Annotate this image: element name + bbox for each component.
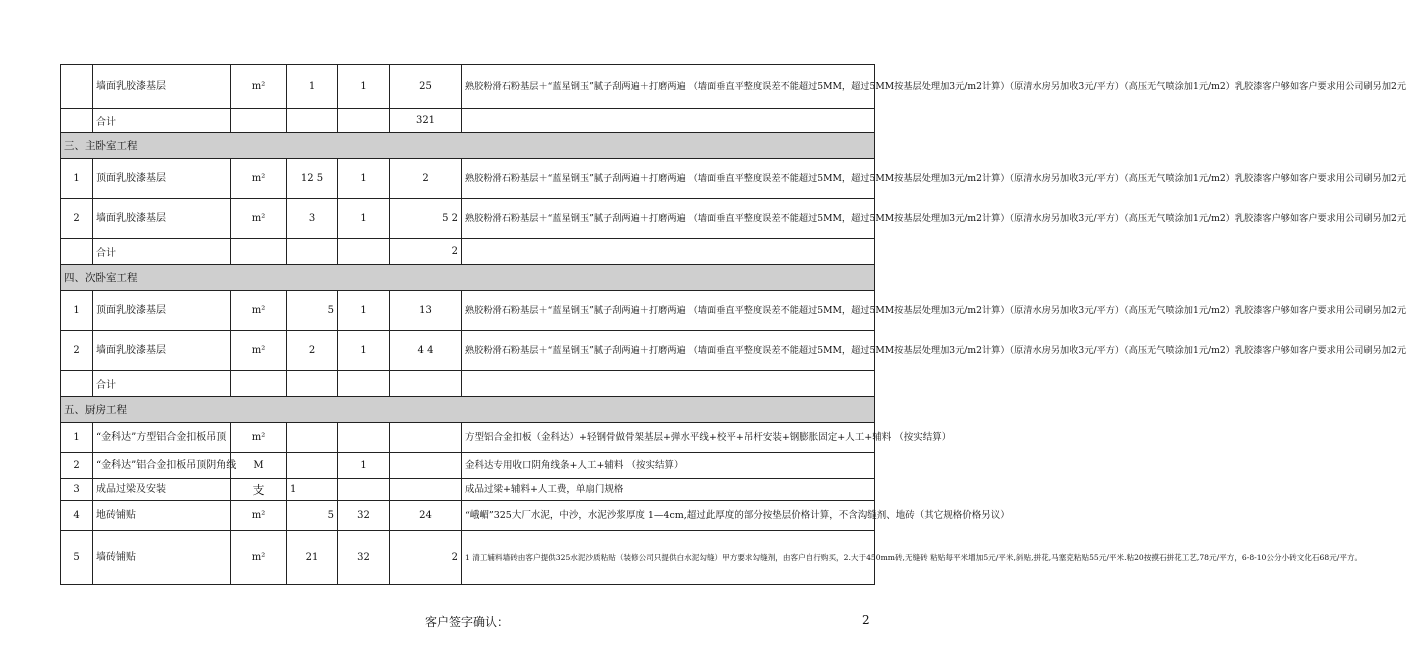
row-price: 1	[338, 65, 390, 109]
row-num: 2	[61, 453, 93, 479]
row-num: 5	[61, 531, 93, 585]
row-name: “金科达”方型铝合金扣板吊顶	[93, 423, 231, 453]
row-desc: “峨嵋”325大厂水泥，中沙，水泥沙浆厚度 1—4cm,超过此厚度的部分按垫层价格计算，不含沟缝剂、地砖（其它规格价格另议）	[462, 501, 875, 531]
row-total: 24	[390, 501, 462, 531]
table-row	[61, 159, 875, 199]
row-desc: 熟胶粉滑石粉基层＋“蓝星钢玉”腻子刮两遍＋打磨两遍 （墙面垂直平整度误差不能超过5MM，超过5MM按基层处理加3元/m2计算）（原清水房另加收3元/平方）（高压无气喷涂加1元/m2）乳胶漆客户够如客户要求用公司刷另加2元	[462, 331, 875, 371]
table-row	[61, 199, 875, 239]
row-qty	[287, 423, 338, 453]
row-total: 25	[390, 65, 462, 109]
row-price: 32	[338, 501, 390, 531]
row-desc: 熟胶粉滑石粉基层＋“蓝星钢玉”腻子刮两遍＋打磨两遍 （墙面垂直平整度误差不能超过5MM，超过5MM按基层处理加3元/m2计算）（原清水房另加收3元/平方）（高压无气喷涂加1元/m2）乳胶漆客户够如客户要求用公司刷另加2元	[462, 199, 875, 239]
row-num: 1	[61, 423, 93, 453]
row-total	[390, 479, 462, 501]
row-num: 1	[61, 291, 93, 331]
section-header	[61, 265, 875, 291]
row-name: “金科达”铝合金扣板吊顶阴角线	[93, 453, 231, 479]
row-name: 墙面乳胶漆基层	[93, 331, 231, 371]
section-title: 三、主卧室工程	[61, 133, 875, 159]
row-name: 顶面乳胶漆基层	[93, 159, 231, 199]
page-number: 2	[862, 613, 870, 627]
row-price: 1	[338, 199, 390, 239]
subtotal-label: 合计	[93, 239, 231, 265]
row-unit: M	[231, 453, 287, 479]
row-unit: m²	[231, 159, 287, 199]
row-num: 4	[61, 501, 93, 531]
row-qty: 1	[287, 65, 338, 109]
subtotal-row	[61, 239, 875, 265]
subtotal-row	[61, 371, 875, 397]
row-num: 2	[61, 199, 93, 239]
table-row	[61, 65, 875, 109]
row-total: 2	[390, 159, 462, 199]
row-total: 5 2	[390, 199, 462, 239]
table-row	[61, 423, 875, 453]
row-unit: m²	[231, 291, 287, 331]
table-row	[61, 501, 875, 531]
table-row	[61, 331, 875, 371]
row-unit: 支	[231, 479, 287, 501]
row-unit: m²	[231, 423, 287, 453]
row-desc: 熟胶粉滑石粉基层＋“蓝星钢玉”腻子刮两遍＋打磨两遍 （墙面垂直平整度误差不能超过5MM，超过5MM按基层处理加3元/m2计算）（原清水房另加收3元/平方）（高压无气喷涂加1元/m2）乳胶漆客户够如客户要求用公司刷另加2元	[462, 65, 875, 109]
subtotal-label: 合计	[93, 109, 231, 133]
row-price: 1	[338, 453, 390, 479]
row-name: 墙砖铺贴	[93, 531, 231, 585]
row-qty: 5	[287, 501, 338, 531]
row-name: 地砖铺贴	[93, 501, 231, 531]
row-num: 2	[61, 331, 93, 371]
section-title: 四、次卧室工程	[61, 265, 875, 291]
row-total	[390, 453, 462, 479]
section-header	[61, 397, 875, 423]
row-name: 墙面乳胶漆基层	[93, 65, 231, 109]
row-qty: 1	[287, 479, 338, 501]
row-num: 3	[61, 479, 93, 501]
row-desc: 金科达专用收口阴角线条+人工+辅料 （按实结算）	[462, 453, 875, 479]
row-price: 1	[338, 331, 390, 371]
row-total	[390, 423, 462, 453]
row-num: 1	[61, 159, 93, 199]
row-price: 1	[338, 291, 390, 331]
row-name: 成品过梁及安装	[93, 479, 231, 501]
row-unit: m²	[231, 531, 287, 585]
subtotal-label: 合计	[93, 371, 231, 397]
subtotal-value: 2	[390, 239, 462, 265]
row-qty: 2	[287, 331, 338, 371]
row-desc: 成品过梁+辅料+人工费，单扇门规格	[462, 479, 875, 501]
table-row	[61, 479, 875, 501]
subtotal-value	[390, 371, 462, 397]
subtotal-value: 321	[390, 109, 462, 133]
row-total: 13	[390, 291, 462, 331]
row-qty	[287, 453, 338, 479]
row-desc: 1 清工辅料墙砖由客户提供325水泥沙质粘贴（装修公司只提供白水泥勾缝）甲方要求勾缝剂，由客户自行购买，2.大于450mm砖,无缝砖 粘贴每平米增加5元/平米,斜贴,拼花,马塞克粘贴55元/平米.粘20按摸石拼花工艺,78元/平方，6-8-10公分小砖文化石68元/平方。	[462, 531, 875, 585]
row-unit: m²	[231, 331, 287, 371]
row-desc: 熟胶粉滑石粉基层＋“蓝星钢玉”腻子刮两遍＋打磨两遍 （墙面垂直平整度误差不能超过5MM，超过5MM按基层处理加3元/m2计算）（原清水房另加收3元/平方）（高压无气喷涂加1元/m2）乳胶漆客户够如客户要求用公司刷另加2元	[462, 159, 875, 199]
section-title: 五、厨房工程	[61, 397, 875, 423]
table-row	[61, 453, 875, 479]
row-total: 2	[390, 531, 462, 585]
row-unit: m²	[231, 65, 287, 109]
row-qty: 5	[287, 291, 338, 331]
row-total: 4 4	[390, 331, 462, 371]
row-price	[338, 479, 390, 501]
row-qty: 3	[287, 199, 338, 239]
quote-table	[60, 64, 1406, 585]
row-num	[61, 65, 93, 109]
table-row	[61, 531, 875, 585]
row-price	[338, 423, 390, 453]
row-unit: m²	[231, 199, 287, 239]
row-price: 1	[338, 159, 390, 199]
row-name: 墙面乳胶漆基层	[93, 199, 231, 239]
subtotal-row	[61, 109, 875, 133]
row-qty: 21	[287, 531, 338, 585]
customer-signature-label: 客户签字确认：	[425, 615, 510, 629]
row-desc: 熟胶粉滑石粉基层＋“蓝星钢玉”腻子刮两遍＋打磨两遍 （墙面垂直平整度误差不能超过5MM，超过5MM按基层处理加3元/m2计算）（原清水房另加收3元/平方）（高压无气喷涂加1元/m2）乳胶漆客户够如客户要求用公司刷另加2元	[462, 291, 875, 331]
section-header	[61, 133, 875, 159]
row-price: 32	[338, 531, 390, 585]
table-row	[61, 291, 875, 331]
row-unit: m²	[231, 501, 287, 531]
row-name: 顶面乳胶漆基层	[93, 291, 231, 331]
row-qty: 12 5	[287, 159, 338, 199]
row-desc: 方型铝合金扣板（金科达）+轻钢骨做骨架基层+弹水平线+校平+吊杆安装+钢膨胀固定+人工+辅料 （按实结算）	[462, 423, 875, 453]
